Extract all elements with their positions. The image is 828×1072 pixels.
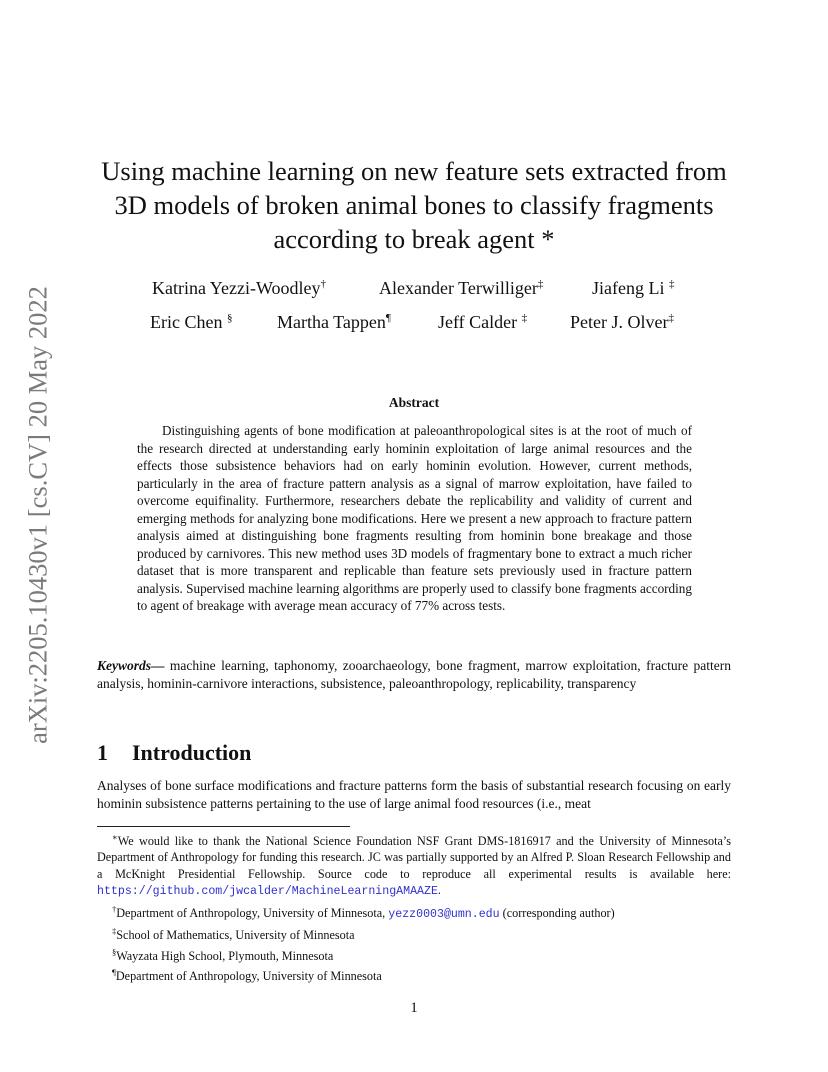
author-affiliation-mark: ‡	[521, 312, 528, 324]
author-name: Alexander Terwilliger	[379, 278, 538, 298]
author-affiliation-mark: §	[226, 312, 233, 324]
footnote-divider	[97, 826, 350, 827]
footnote-mark: †	[112, 903, 117, 914]
author-affiliation-mark: ‡	[668, 278, 675, 290]
author-3	[592, 278, 674, 299]
author-1	[152, 278, 326, 299]
footnote-text: We would like to thank the National Science Foundation NSF Grant DMS-1816917 and the University of Minnesota’s Department of Anthropology for funding this research. JC was partially supported by an Alfred P. Sloan Research Fellowship and a McKnight Presidential Fellowship. Source code to reproduce all experimental results is available here:	[97, 834, 731, 881]
author-name: Jeff Calder	[438, 312, 522, 332]
footnote-affiliation-section	[97, 944, 731, 964]
corresponding-email-link[interactable]: yezz0003@umn.edu	[388, 907, 500, 921]
arxiv-identifier-stamp	[22, 270, 53, 760]
source-code-link[interactable]: https://github.com/jwcalder/MachineLearningAMAAZE	[97, 885, 438, 899]
paper-title-text: Using machine learning on new feature sets extracted from 3D models of broken animal bones to classify fragments according to break agent	[101, 156, 727, 254]
author-affiliation-mark: †	[320, 278, 327, 290]
footnote-text: Department of Anthropology, University of Minnesota,	[116, 905, 389, 920]
footnote-mark: ¶	[112, 967, 116, 978]
author-6	[438, 312, 527, 333]
author-name: Eric Chen	[150, 312, 227, 332]
section-number: 1	[97, 740, 108, 765]
abstract-heading: Abstract	[388, 395, 440, 410]
author-affiliation-mark: ¶	[385, 312, 391, 324]
footnotes	[97, 829, 731, 985]
abstract-text: Distinguishing agents of bone modification at paleoanthropological sites is at the root of much of the research directed at understanding early hominin exploitation of large animal resources and the effects those subsistence behaviors had on early hominin evolution. However, current methods, particularly in the area of fracture pattern analysis as a signal of marrow exploitation, have failed to overcome equifinality. Furthermore, researchers debate the replicability and validity of current and emerging methods for analyzing bone modifications. Here we present a new approach to fracture pattern analysis aimed at distinguishing bone fragments resulting from hominin bone breakage and those produced by carnivores. This new method uses 3D models of fragmentary bone to extract a much richer dataset that is more transparent and replicable than feature sets previously used in fracture pattern analysis. Supervised machine learning algorithms are properly used to classify bone fragments according to agent of breakage with average mean accuracy of 77% across tests.	[137, 423, 692, 613]
author-name: Peter J. Olver	[570, 312, 669, 332]
title-footnote-mark: *	[534, 224, 555, 254]
page-number: 1	[410, 1000, 418, 1016]
footnote-affiliation-pilcrow	[97, 964, 731, 984]
section-heading-introduction	[97, 740, 251, 766]
footnote-mark: §	[112, 946, 117, 957]
arxiv-stamp-text: arXiv:2205.10430v1 [cs.CV] 20 May 2022	[22, 286, 53, 744]
footnote-mark: ∗	[112, 832, 118, 842]
footnote-text: School of Mathematics, University of Minnesota	[116, 928, 355, 943]
author-7	[570, 312, 674, 333]
author-name: Jiafeng Li	[592, 278, 669, 298]
section-title: Introduction	[132, 740, 252, 765]
keywords-label: Keywords—	[97, 658, 165, 673]
footnote-text: Wayzata High School, Plymouth, Minnesota	[116, 948, 334, 963]
footnote-text-end: (corresponding author)	[499, 905, 615, 920]
author-affiliation-mark: ‡	[537, 278, 544, 290]
author-name: Martha Tappen	[277, 312, 386, 332]
introduction-text: Analyses of bone surface modifications and fracture patterns form the basis of substantial research focusing on early hominin subsistence patterns pertaining to the use of large animal food resources (i.e., meat	[97, 778, 731, 811]
footnote-affiliation-dagger	[97, 901, 731, 923]
footnote-text-end: .	[437, 883, 441, 898]
keywords-text: machine learning, taphonomy, zooarchaeology, bone fragment, marrow exploitation, fracture pattern analysis, hominin-carnivore interactions, subsistence, paleoanthropology, replicability, transparency	[97, 658, 731, 691]
author-name: Katrina Yezzi-Woodley	[152, 278, 321, 298]
footnote-acknowledgement	[97, 829, 731, 901]
author-4	[150, 312, 232, 333]
footnote-text: Department of Anthropology, University of Minnesota	[115, 969, 382, 984]
author-5	[277, 312, 391, 333]
author-2	[379, 278, 543, 299]
footnote-mark: ‡	[112, 926, 117, 937]
footnote-affiliation-double-dagger	[97, 923, 731, 943]
paper-title	[96, 154, 732, 256]
keywords-paragraph	[97, 657, 731, 693]
author-affiliation-mark: ‡	[668, 312, 674, 324]
